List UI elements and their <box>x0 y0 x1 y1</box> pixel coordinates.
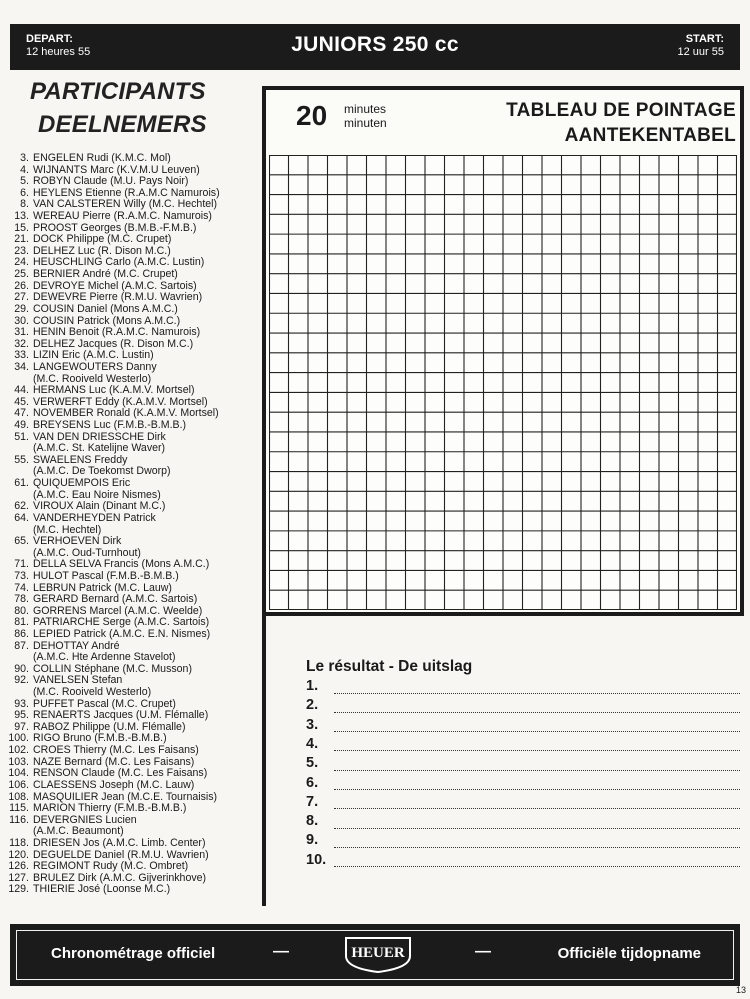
participant-number: 45. <box>14 395 29 408</box>
score-table-title-nl: AANTEKENTABEL <box>564 125 736 146</box>
header-bar <box>10 24 740 70</box>
footer-dash-right: — <box>475 943 491 960</box>
participant-name: PUFFET Pascal (M.C. Crupet) <box>33 697 176 710</box>
participant-number: 8. <box>20 198 29 211</box>
participant-name: VANDERHEYDEN Patrick <box>33 511 156 524</box>
participant-name: CLAESSENS Joseph (M.C. Lauw) <box>33 778 195 791</box>
participant-number: 126. <box>8 860 29 873</box>
participant-name: REGIMONT Rudy (M.C. Ombret) <box>33 860 189 873</box>
start-label: START: <box>685 33 724 45</box>
participant-name: RABOZ Philippe (U.M. Flémalle) <box>33 720 186 733</box>
participant-line <box>0 536 262 548</box>
result-title: Le résultat - De uitslag <box>306 658 473 675</box>
participant-name: PROOST Georges (B.M.B.-F.M.B.) <box>33 221 197 234</box>
participant-name: (A.M.C. Eau Noire Nismes) <box>33 488 161 501</box>
participant-number: 24. <box>14 256 29 269</box>
lap-grid[interactable] <box>269 155 737 610</box>
result-entry-line[interactable] <box>334 770 740 771</box>
participant-name: GORRENS Marcel (A.M.C. Weelde) <box>33 604 203 617</box>
participant-name: HENIN Benoit (R.A.M.C. Namurois) <box>33 326 201 339</box>
participant-name: HULOT Pascal (F.M.B.-B.M.B.) <box>33 569 179 582</box>
participant-number: 71. <box>14 558 29 571</box>
participant-name: COUSIN Daniel (Mons A.M.C.) <box>33 302 178 315</box>
participant-number: 65. <box>14 535 29 548</box>
participant-name: DEWEVRE Pierre (R.M.U. Wavrien) <box>33 291 203 304</box>
result-place: 6. <box>306 774 319 791</box>
result-entry-line[interactable] <box>334 750 740 751</box>
duration-unit-fr: minutes <box>344 102 387 116</box>
duration-unit-nl: minuten <box>344 116 387 130</box>
participant-line <box>0 803 262 815</box>
participant-line <box>0 269 262 281</box>
participant-name: DEVROYE Michel (A.M.C. Sartois) <box>33 279 197 292</box>
participant-name: (A.M.C. St. Katelijne Waver) <box>33 442 166 455</box>
participant-number: 108. <box>8 790 29 803</box>
participant-number: 5. <box>20 175 29 188</box>
participant-number: 80. <box>14 604 29 617</box>
result-entry-line[interactable] <box>334 712 740 713</box>
participant-name: DRIESEN Jos (A.M.C. Limb. Center) <box>33 836 206 849</box>
participant-name: NAZE Bernard (M.C. Les Faisans) <box>33 755 195 768</box>
participant-name: COLLIN Stéphane (M.C. Musson) <box>33 662 192 675</box>
participant-number: 86. <box>14 627 29 640</box>
footer-dash-left: — <box>273 943 289 960</box>
participant-name: LEPIED Patrick (A.M.C. E.N. Nismes) <box>33 627 211 640</box>
participant-number: 33. <box>14 349 29 362</box>
participant-number: 120. <box>8 848 29 861</box>
participant-line <box>0 327 262 339</box>
participant-list <box>0 153 262 896</box>
participant-number: 115. <box>9 802 29 815</box>
result-entry-line[interactable] <box>334 866 740 867</box>
result-entry-line[interactable] <box>334 828 740 829</box>
participant-number: 64. <box>14 511 29 524</box>
participant-number: 44. <box>14 384 29 397</box>
participant-number: 97. <box>14 720 29 733</box>
score-table-title-fr: TABLEAU DE POINTAGE <box>506 100 736 121</box>
participant-number: 106. <box>8 778 29 791</box>
footer-text-nl: Officiële tijdopname <box>557 945 701 962</box>
participant-line <box>0 478 262 490</box>
participant-number: 13. <box>14 210 29 223</box>
participant-number: 81. <box>14 616 29 629</box>
start-info <box>678 33 724 59</box>
participant-line <box>0 571 262 583</box>
participant-number: 62. <box>14 500 29 513</box>
participant-number: 93. <box>14 697 29 710</box>
participant-name: DELLA SELVA Francis (Mons A.M.C.) <box>33 558 210 571</box>
heuer-logo-icon <box>342 934 414 974</box>
participant-number: 51. <box>14 430 29 443</box>
participant-number: 15. <box>14 221 29 234</box>
participant-line <box>0 153 262 165</box>
participant-number: 129. <box>8 883 29 896</box>
score-table-title <box>506 98 736 148</box>
participant-name: ROBYN Claude (M.U. Pays Noir) <box>33 175 189 188</box>
participant-name: DELHEZ Luc (R. Dison M.C.) <box>33 244 171 257</box>
participant-name: DEHOTTAY André <box>33 639 120 652</box>
participant-name: (A.M.C. Oud-Turnhout) <box>33 546 141 559</box>
participant-name: VAN DEN DRIESSCHE Dirk <box>33 430 166 443</box>
footer-bar <box>10 924 740 986</box>
participant-number: 47. <box>14 407 29 420</box>
result-row <box>306 794 746 814</box>
participant-name: BREYSENS Luc (F.M.B.-B.M.B.) <box>33 419 187 432</box>
race-title: JUNIORS 250 cc <box>291 33 459 56</box>
participant-name: RENSON Claude (M.C. Les Faisans) <box>33 767 208 780</box>
participant-line <box>0 513 262 525</box>
participant-number: 30. <box>14 314 29 327</box>
participant-number: 4. <box>20 163 29 176</box>
footer-text-fr: Chronométrage officiel <box>51 945 216 962</box>
participant-number: 32. <box>14 337 29 350</box>
participant-number: 27. <box>14 291 29 304</box>
participant-number: 34. <box>14 360 29 373</box>
result-entry-line[interactable] <box>334 847 740 848</box>
participant-name: DOCK Philippe (M.C. Crupet) <box>33 233 172 246</box>
participant-line <box>0 780 262 792</box>
page-number: 13 <box>735 985 746 995</box>
participant-number: 118. <box>9 836 29 849</box>
result-place: 4. <box>306 735 319 752</box>
result-place: 7. <box>306 793 319 810</box>
participant-name: VIROUX Alain (Dinant M.C.) <box>33 500 166 513</box>
participant-number: 31. <box>14 326 29 339</box>
participant-name: (A.M.C. Beaumont) <box>33 825 124 838</box>
participant-name: SWAELENS Freddy <box>33 453 128 466</box>
participant-name: (A.M.C. Hte Ardenne Stavelot) <box>33 651 176 664</box>
result-place: 9. <box>306 832 319 849</box>
result-entry-line[interactable] <box>334 789 740 790</box>
participant-name: GERARD Bernard (A.M.C. Sartois) <box>33 593 198 606</box>
participant-line <box>0 304 262 316</box>
participant-number: 55. <box>14 453 29 466</box>
result-row <box>306 736 746 756</box>
participant-number: 116. <box>9 813 29 826</box>
participant-number: 104. <box>8 767 29 780</box>
footer-frame <box>16 930 734 980</box>
participant-name: LANGEWOUTERS Danny <box>33 360 157 373</box>
start-time: 12 uur 55 <box>677 46 724 58</box>
participant-name: ENGELEN Rudi (K.M.C. Mol) <box>33 152 171 164</box>
result-row <box>306 678 746 698</box>
participant-line <box>0 629 262 641</box>
participants-title-fr: PARTICIPANTS <box>30 78 206 105</box>
participant-name: HEYLENS Etienne (R.A.M.C Namurois) <box>33 186 220 199</box>
participant-number: 23. <box>14 244 29 257</box>
result-place: 5. <box>306 755 319 772</box>
duration-unit <box>344 102 387 130</box>
participant-number: 49. <box>14 419 29 432</box>
result-place: 2. <box>306 697 319 714</box>
participant-name: RIGO Bruno (F.M.B.-B.M.B.) <box>33 732 167 745</box>
participant-name: VERWERFT Eddy (K.A.M.V. Mortsel) <box>33 395 208 408</box>
participant-line <box>0 420 262 432</box>
participant-number: 127. <box>8 871 29 884</box>
participant-number: 90. <box>14 662 29 675</box>
participant-name: (A.M.C. De Toekomst Dworp) <box>33 465 171 478</box>
participant-line <box>0 687 262 699</box>
participant-number: 3. <box>20 152 29 164</box>
result-row <box>306 697 746 717</box>
participant-number: 74. <box>14 581 29 594</box>
participant-line <box>0 838 262 850</box>
participant-name: RENAERTS Jacques (U.M. Flémalle) <box>33 709 209 722</box>
participant-number: 102. <box>8 744 29 757</box>
participant-name: VANELSEN Stefan <box>33 674 123 687</box>
participant-name: BRULEZ Dirk (A.M.C. Gijverinkhove) <box>33 871 207 884</box>
participant-name: PATRIARCHE Serge (A.M.C. Sartois) <box>33 616 210 629</box>
result-place: 8. <box>306 813 319 830</box>
participant-name: THIERIE José (Loonse M.C.) <box>33 883 171 896</box>
participant-line <box>0 211 262 223</box>
result-place: 1. <box>306 678 319 694</box>
participant-name: WIJNANTS Marc (K.V.M.U Leuven) <box>33 163 200 176</box>
score-table <box>262 86 744 616</box>
result-entry-line[interactable] <box>334 808 740 809</box>
participant-number: 95. <box>14 709 29 722</box>
participant-number: 103. <box>8 755 29 768</box>
result-entry-line[interactable] <box>334 693 740 694</box>
participant-name: DEVERGNIES Lucien <box>33 813 137 826</box>
participant-name: HEUSCHLING Carlo (A.M.C. Lustin) <box>33 256 205 269</box>
participant-name: MASQUILIER Jean (M.C.E. Tournaisis) <box>33 790 218 803</box>
duration-value: 20 <box>296 100 328 131</box>
participant-name: VERHOEVEN Dirk <box>33 535 122 548</box>
participant-name: LIZIN Eric (A.M.C. Lustin) <box>33 349 154 362</box>
result-place: 3. <box>306 716 319 733</box>
result-row <box>306 852 746 872</box>
participant-name: LEBRUN Patrick (M.C. Lauw) <box>33 581 172 594</box>
participant-number: 29. <box>14 302 29 315</box>
participant-number: 6. <box>20 186 29 199</box>
participant-line <box>0 362 262 374</box>
participants-title-nl: DEELNEMERS <box>38 111 207 138</box>
participant-name: DEGUELDE Daniel (R.M.U. Wavrien) <box>33 848 209 861</box>
participant-number: 78. <box>14 593 29 606</box>
result-place: 10. <box>306 851 327 868</box>
participant-name: MARION Thierry (F.M.B.-B.M.B.) <box>33 802 187 815</box>
participant-number: 61. <box>14 477 29 490</box>
participant-number: 92. <box>14 674 29 687</box>
participant-number: 100. <box>8 732 29 745</box>
result-row <box>306 755 746 775</box>
result-section <box>262 616 744 906</box>
result-entry-line[interactable] <box>334 731 740 732</box>
logo-text: HEUER <box>351 945 405 961</box>
participant-name: BERNIER André (M.C. Crupet) <box>33 268 178 281</box>
participant-name: DELHEZ Jacques (R. Dison M.C.) <box>33 337 194 350</box>
participant-name: HERMANS Luc (K.A.M.V. Mortsel) <box>33 384 195 397</box>
participant-line <box>0 884 262 896</box>
participant-name: NOVEMBER Ronald (K.A.M.V. Mortsel) <box>33 407 219 420</box>
participant-name: VAN CALSTEREN Willy (M.C. Hechtel) <box>33 198 218 211</box>
participant-number: 26. <box>14 279 29 292</box>
participant-name: (M.C. Rooiveld Westerlo) <box>33 372 152 385</box>
participant-name: CROES Thierry (M.C. Les Faisans) <box>33 744 199 757</box>
participant-line <box>0 745 262 757</box>
participant-number: 21. <box>14 233 29 246</box>
participant-name: (M.C. Rooiveld Westerlo) <box>33 686 152 699</box>
result-row <box>306 813 746 833</box>
departure-time: 12 heures 55 <box>26 46 91 58</box>
result-row <box>306 717 746 737</box>
participant-number: 73. <box>14 569 29 582</box>
participant-name: COUSIN Patrick (Mons A.M.C.) <box>33 314 181 327</box>
participant-name: QUIQUEMPOIS Eric <box>33 477 131 490</box>
participant-name: WEREAU Pierre (R.A.M.C. Namurois) <box>33 210 212 223</box>
result-row <box>306 775 746 795</box>
participant-number: 25. <box>14 268 29 281</box>
participant-name: (M.C. Hechtel) <box>33 523 102 536</box>
result-row <box>306 832 746 852</box>
participant-number: 87. <box>14 639 29 652</box>
departure-label: DEPART: <box>26 33 73 45</box>
